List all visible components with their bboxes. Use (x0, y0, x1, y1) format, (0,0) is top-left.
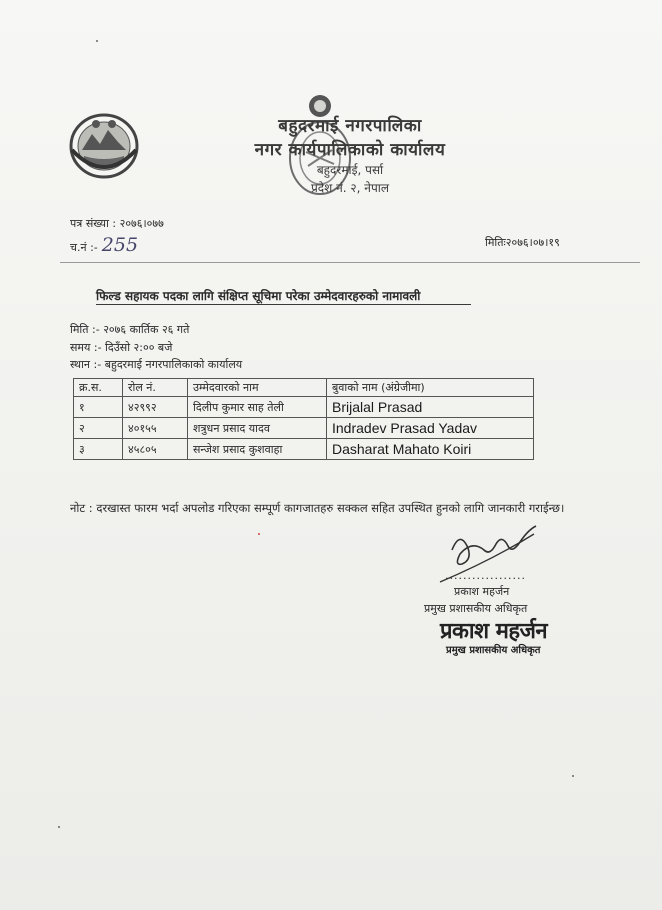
header-roll-number: रोल नं. (123, 379, 188, 397)
scan-speck (96, 40, 98, 42)
nepal-emblem-icon (66, 110, 142, 182)
header-serial: क्र.स. (74, 379, 123, 397)
dispatch-label: च.नं :- (70, 241, 98, 254)
title-stamp: प्रमुख प्रशासकीय अधिकृत (446, 645, 541, 656)
signatory-name: प्रकाश महर्जन (454, 585, 510, 598)
letter-number: पत्र संख्या : २०७६।०७७ (70, 217, 164, 230)
scan-speck (258, 533, 260, 535)
letter-date: मितिः२०७६।०७।१९ (485, 236, 560, 249)
exam-date: मिति :- २०७६ कार्तिक २६ गते (70, 323, 190, 336)
cell-serial: १ (74, 397, 123, 418)
cell-candidate-name: दिलीप कुमार साह तेली (188, 397, 327, 418)
office-province: प्रदेश नं. २, नेपाल (310, 181, 390, 195)
subject-underline (96, 304, 471, 305)
table-row (74, 397, 534, 418)
cell-father-name: Brijalal Prasad (327, 397, 534, 418)
table-row (74, 418, 534, 439)
office-name: नगर कार्यपालिकाको कार्यालय (254, 140, 446, 160)
candidate-table (73, 378, 534, 460)
municipality-name: बहुदरमाई नगरपालिका (278, 116, 422, 136)
cell-candidate-name: सन्जेश प्रसाद कुशवाहा (188, 439, 327, 460)
exam-time: समय :- दिउँसो २:०० बजे (70, 341, 173, 354)
dispatch-number: 255 (101, 234, 139, 256)
dispatch-number-line (70, 234, 138, 256)
cell-roll-number: ४०१५५ (123, 418, 188, 439)
signatory-title: प्रमुख प्रशासकीय अधिकृत (424, 602, 528, 615)
table-row (74, 439, 534, 460)
cell-father-name: Dasharat Mahato Koiri (327, 439, 534, 460)
cell-roll-number: ४२९९२ (123, 397, 188, 418)
office-district: बहुदरमाई, पर्सा (316, 163, 384, 177)
cell-candidate-name: शत्रुधन प्रसाद यादव (188, 418, 327, 439)
signature-dots: .................. (445, 569, 526, 582)
notice-note: नोट : दरखास्त फारम भर्दा अपलोड गरिएका सम्पूर्ण कागजातहरु सक्कल सहित उपस्थित हुनको लागि जानकारी गराईन्छ। (70, 501, 565, 515)
cell-serial: ३ (74, 439, 123, 460)
name-stamp: प्रकाश महर्जन (440, 619, 548, 644)
scan-speck (58, 826, 60, 828)
header-divider (60, 262, 640, 263)
scan-speck (572, 775, 574, 777)
cell-serial: २ (74, 418, 123, 439)
header-candidate-name: उम्मेदवारको नाम (188, 379, 327, 397)
cell-father-name: Indradev Prasad Yadav (327, 418, 534, 439)
table-header-row (74, 379, 534, 397)
header-father-name: बुवाको नाम (अंग्रेजीमा) (327, 379, 534, 397)
cell-roll-number: ४५८०५ (123, 439, 188, 460)
exam-venue: स्थान :- बहुदरमाई नगरपालिकाको कार्यालय (70, 358, 243, 371)
notice-subject: फिल्ड सहायक पदका लागि संक्षिप्त सूचिमा परेका उम्मेदवारहरुको नामावली (96, 289, 421, 303)
